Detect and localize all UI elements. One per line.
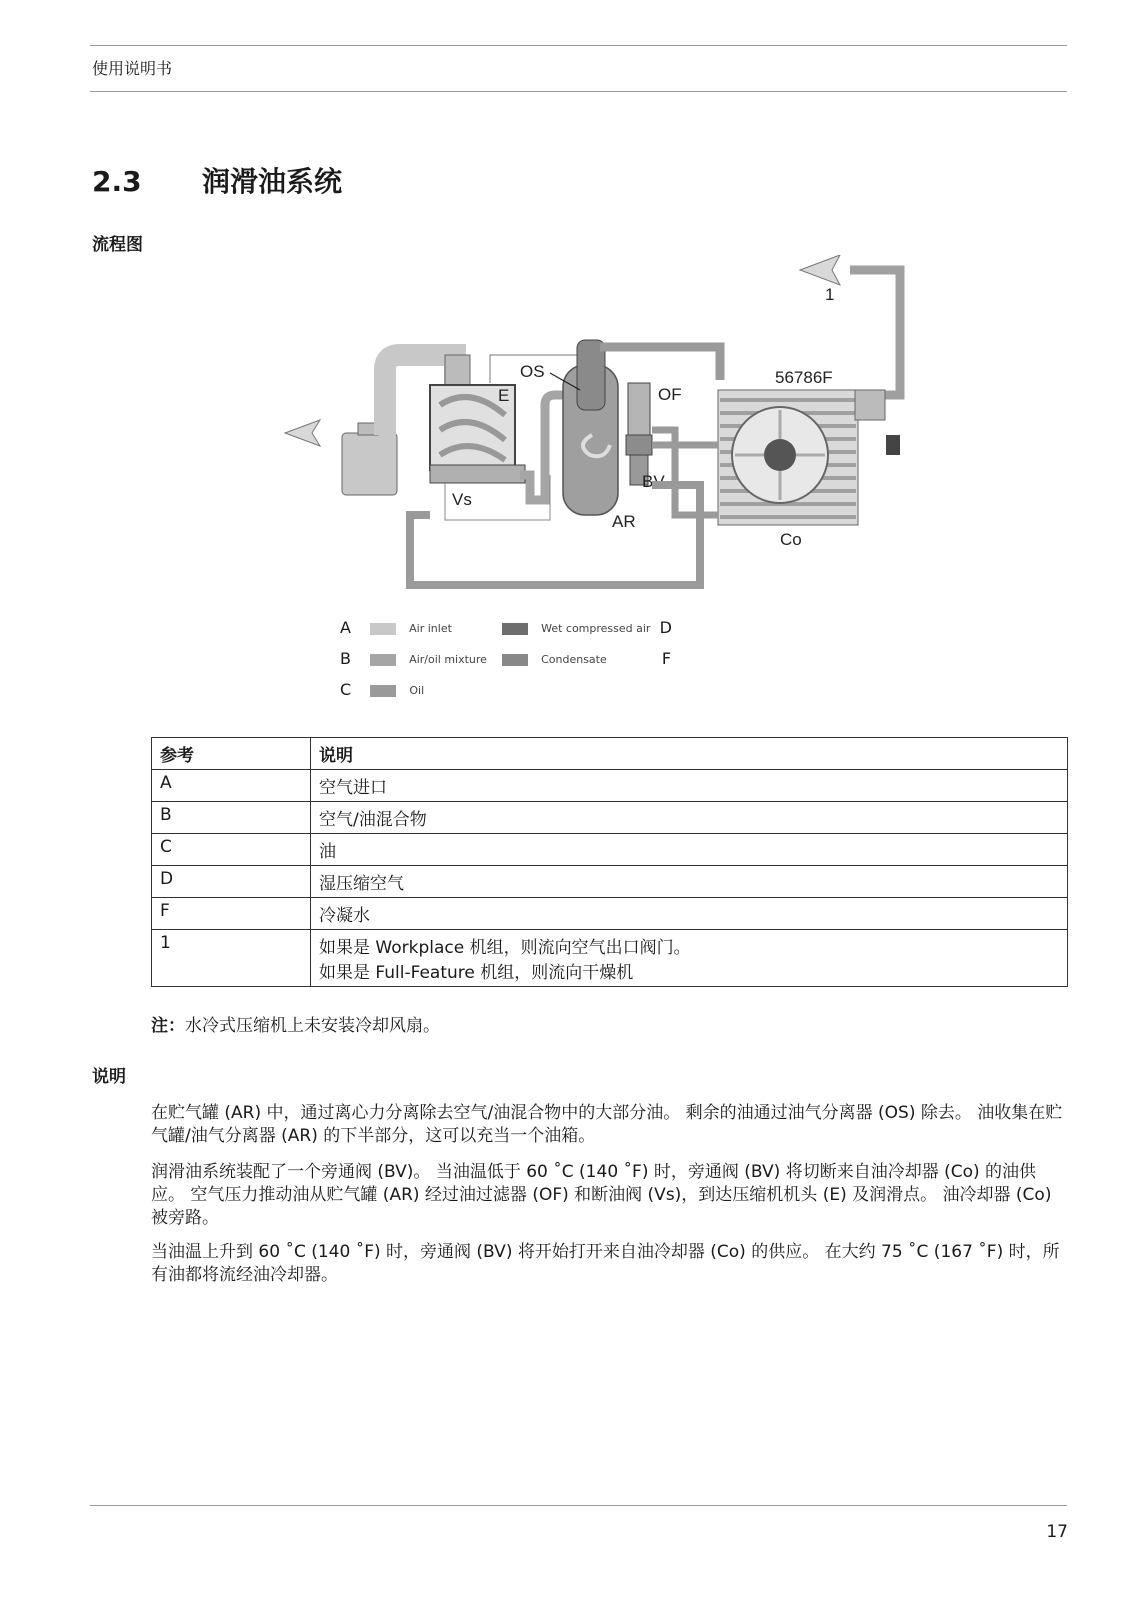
table-cell-ref: 1 xyxy=(152,930,311,987)
table-cell-line: 如果是 Full-Feature 机组，则流向干燥机 xyxy=(319,963,634,983)
legend-swatch xyxy=(370,685,396,697)
label-Vs: Vs xyxy=(452,490,472,509)
legend-swatch xyxy=(370,623,396,635)
label-OS: OS xyxy=(520,362,545,381)
legend-item-a xyxy=(340,618,452,637)
diagram-legend xyxy=(340,618,700,708)
label-1: 1 xyxy=(825,285,835,304)
air-outlet-pipe xyxy=(600,347,720,380)
legend-swatch xyxy=(370,654,396,666)
table-header-ref: 参考 xyxy=(152,738,311,770)
legend-swatch xyxy=(502,623,528,635)
table-cell-ref: F xyxy=(152,898,311,930)
table-header-desc: 说明 xyxy=(311,738,1068,770)
footer-rule xyxy=(90,1505,1067,1506)
oil-filter xyxy=(628,383,650,435)
legend-letter: C xyxy=(340,680,352,699)
section-number: 2.3 xyxy=(92,165,142,198)
label-AR: AR xyxy=(612,512,636,531)
legend-label: Oil xyxy=(409,684,425,697)
reference-table xyxy=(151,737,1068,987)
table-row xyxy=(152,930,1068,987)
legend-swatch xyxy=(502,654,528,666)
inlet-arrow xyxy=(285,420,320,446)
section-title: 润滑油系统 xyxy=(202,165,343,198)
table-row xyxy=(152,834,1068,866)
legend-label: Air/oil mixture xyxy=(409,653,487,666)
legend-label: Air inlet xyxy=(409,622,452,635)
table-row xyxy=(152,866,1068,898)
section-heading xyxy=(92,160,342,200)
legend-item-d xyxy=(502,618,672,637)
flowchart-heading: 流程图 xyxy=(92,235,143,255)
legend-letter: A xyxy=(340,618,351,637)
header-rule-bottom xyxy=(90,91,1067,92)
table-row xyxy=(152,770,1068,802)
note xyxy=(151,1011,440,1036)
table-cell-desc xyxy=(311,930,1068,987)
table-cell-line: 如果是 Workplace 机组，则流向空气出口阀门。 xyxy=(319,938,691,958)
description-heading: 说明 xyxy=(92,1067,126,1087)
label-OF: OF xyxy=(658,385,682,404)
table-row xyxy=(152,898,1068,930)
table-cell-desc: 空气进口 xyxy=(311,770,1068,802)
table-cell-ref: B xyxy=(152,802,311,834)
legend-item-f xyxy=(502,649,671,668)
header-title: 使用说明书 xyxy=(92,59,173,78)
legend-letter: D xyxy=(659,618,672,637)
table-cell-desc: 冷凝水 xyxy=(311,898,1068,930)
legend-label: Condensate xyxy=(541,653,607,666)
note-text: 水冷式压缩机上未安装冷却风扇。 xyxy=(185,1016,440,1036)
label-E: E xyxy=(498,386,510,405)
legend-letter: B xyxy=(340,649,351,668)
paragraph: 在贮气罐 (AR) 中，通过离心力分离除去空气/油混合物中的大部分油。 剩余的油通过油气分离器 (OS) 除去。 油收集在贮气罐/油气分离器 (AR) 的下半部分，这可以充当一个油箱。 xyxy=(151,1103,1063,1146)
note-prefix: 注： xyxy=(151,1016,185,1036)
label-code: 56786F xyxy=(775,368,833,387)
air-filter xyxy=(342,433,397,495)
label-BV: BV xyxy=(642,472,665,491)
table-header-row xyxy=(152,738,1068,770)
table-cell-ref: A xyxy=(152,770,311,802)
header-rule-top xyxy=(90,45,1067,46)
table-cell-ref: C xyxy=(152,834,311,866)
outlet-arrow xyxy=(800,255,840,285)
table-cell-desc: 空气/油混合物 xyxy=(311,802,1068,834)
table-cell-ref: D xyxy=(152,866,311,898)
label-Co: Co xyxy=(780,530,802,549)
table-cell-desc: 湿压缩空气 xyxy=(311,866,1068,898)
outlet-pipe xyxy=(850,270,900,395)
table-row xyxy=(152,802,1068,834)
legend-item-b xyxy=(340,649,487,668)
legend-label: Wet compressed air xyxy=(541,622,651,635)
table-cell-desc: 油 xyxy=(311,834,1068,866)
legend-letter: F xyxy=(661,649,672,668)
paragraph: 当油温上升到 60 ˚C (140 ˚F) 时，旁通阀 (BV) 将开始打开来自油冷却器 (Co) 的供应。 在大约 75 ˚C (167 ˚F) 时，所有油都将流经油冷却器。 xyxy=(151,1242,1060,1285)
paragraph: 润滑油系统装配了一个旁通阀 (BV)。 当油温低于 60 ˚C (140 ˚F) 时，旁通阀 (BV) 将切断来自油冷却器 (Co) 的油供应。 空气压力推动油从贮气罐 (AR) 经过油过滤器 (OF) 和断油阀 (Vs)，到达压缩机机头 (E) 及润滑点。 油冷却器 (Co) 被旁路。 xyxy=(151,1162,1052,1228)
lubrication-flow-diagram xyxy=(280,255,920,610)
legend-item-c xyxy=(340,680,424,699)
page-number: 17 xyxy=(1046,1522,1068,1542)
